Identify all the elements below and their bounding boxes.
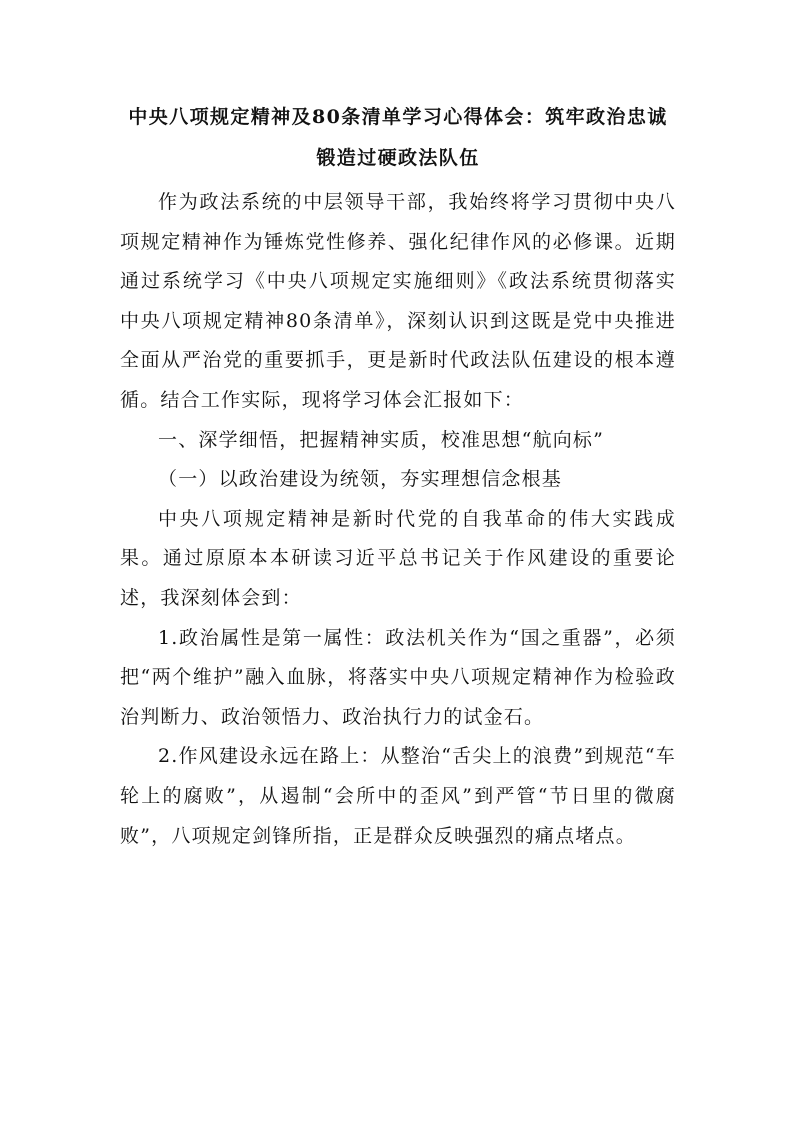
section-heading-1: 一、深学细悟，把握精神实质，校准思想“航向标” bbox=[158, 428, 605, 451]
document-title: 中央八项规定精神及80条清单学习心得体会：筑牢政治忠诚锻造过硬政法队伍 bbox=[128, 106, 668, 169]
subsection-heading-1: （一）以政治建设为统领，夯实理想信念根基 bbox=[158, 468, 563, 491]
intro-paragraph: 作为政法系统的中层领导干部，我始终将学习贯彻中央八项规定精神作为锤炼党性修养、强化纪律作风的必修课。近期通过系统学习《中央八项规定实施细则》《政法系统贯彻落实中央八项规定精神80条清单》，深刻认识到这既是党中央推进全面从严治党的重要抓手，更是新时代政法队伍建设的根本遵循。结合工作实际，现将学习体会汇报如下： bbox=[120, 191, 676, 411]
list-item-1: 1.政治属性是第一属性：政法机关作为“国之重器”，必须把“两个维护”融入血脉，将落实中央八项规定精神作为检验政治判断力、政治领悟力、政治执行力的试金石。 bbox=[120, 626, 676, 728]
list-item-2: 2.作风建设永远在路上：从整治“舌尖上的浪费”到规范“车轮上的腐败”，从遏制“会所中的歪风”到严管“节日里的微腐败”，八项规定剑锋所指，正是群众反映强烈的痛点堵点。 bbox=[120, 745, 676, 847]
document-body bbox=[120, 97, 676, 856]
document-title-block bbox=[120, 97, 676, 179]
body-paragraph: 中央八项规定精神是新时代党的自我革命的伟大实践成果。通过原原本本研读习近平总书记关于作风建设的重要论述，我深刻体会到： bbox=[120, 507, 676, 609]
